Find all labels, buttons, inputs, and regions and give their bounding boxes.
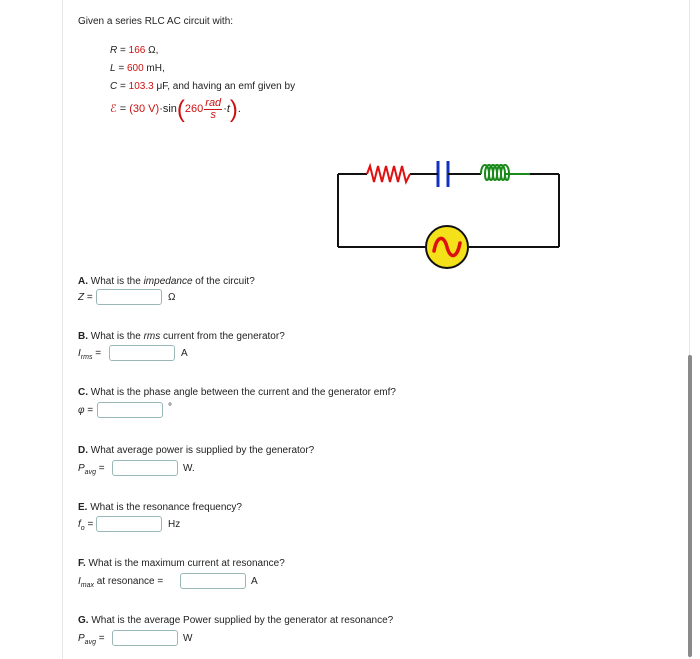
max-current-unit: A	[251, 576, 258, 587]
answer-e-label	[78, 519, 93, 532]
question-e	[78, 502, 242, 513]
emf-unit-den: s	[210, 109, 216, 121]
question-b-letter: B.	[78, 331, 88, 342]
resonance-power-input[interactable]	[112, 630, 178, 646]
inductance-value: 600	[126, 63, 144, 74]
resonance-frequency-unit: Hz	[168, 519, 181, 530]
emf-unit-fraction	[204, 98, 222, 121]
question-a	[78, 276, 255, 287]
emf-var: t	[226, 103, 230, 115]
inductance-eq: =	[115, 63, 127, 74]
question-e-text: What is the resonance frequency?	[87, 502, 242, 513]
capacitance-value: 103.3	[128, 81, 154, 92]
resonance-power-unit: W	[183, 633, 193, 644]
question-b-pre: What is the	[88, 331, 144, 342]
rlc-circuit-diagram	[330, 155, 565, 270]
rms-current-input[interactable]	[109, 345, 175, 361]
question-b	[78, 331, 285, 342]
answer-b-sub: rms	[80, 354, 93, 361]
capacitor-symbol	[438, 161, 448, 187]
answer-e-eq: =	[84, 519, 94, 530]
answer-c-eq: =	[84, 405, 94, 416]
answer-f-var: I	[78, 576, 81, 587]
impedance-input[interactable]	[96, 289, 162, 305]
phase-angle-unit: °	[168, 402, 172, 413]
question-a-pre: What is the	[88, 276, 144, 287]
max-current-input[interactable]	[180, 573, 246, 589]
resistance-unit: Ω,	[145, 45, 159, 56]
emf-dot: ·	[159, 103, 163, 115]
answer-g-label	[78, 633, 105, 646]
question-f-letter: F.	[78, 558, 86, 569]
question-b-post: current from the generator?	[160, 331, 285, 342]
question-d-letter: D.	[78, 445, 88, 456]
resistance-value: 166	[128, 45, 146, 56]
question-c-text: What is the phase angle between the current and the generator emf?	[88, 387, 396, 398]
inductance-symbol: L	[110, 63, 116, 74]
capacitance-eq: =	[117, 81, 129, 92]
answer-f-suffix: at resonance =	[94, 576, 164, 587]
emf-symbol: ℰ	[110, 103, 117, 115]
given-capacitance	[110, 81, 295, 92]
answer-d-label	[78, 463, 105, 476]
answer-f-sub: max	[80, 582, 95, 589]
emf-unit-num: rad	[205, 97, 222, 109]
emf-amplitude: (30 V)	[129, 103, 160, 115]
answer-g-eq: =	[95, 633, 105, 644]
resistance-symbol: R	[110, 45, 118, 56]
question-a-em: impedance	[143, 276, 193, 287]
emf-close-paren: )	[229, 96, 238, 123]
emf-tail: .	[237, 103, 241, 115]
answer-a-var: Z	[78, 292, 85, 303]
question-e-letter: E.	[78, 502, 88, 513]
answer-e-var: f	[78, 519, 81, 530]
answer-a-label	[78, 292, 93, 303]
answer-d-sub: avg	[84, 469, 96, 476]
answer-f-label	[78, 576, 163, 589]
scrollbar[interactable]	[688, 355, 692, 657]
problem-intro: Given a series RLC AC circuit with:	[78, 16, 234, 27]
avg-power-input[interactable]	[112, 460, 178, 476]
inductance-unit: mH,	[143, 63, 165, 74]
question-f-text: What is the maximum current at resonance?	[85, 558, 285, 569]
resistor-symbol	[367, 166, 410, 182]
question-a-post: of the circuit?	[192, 276, 255, 287]
resistance-eq: =	[117, 45, 129, 56]
emf-equation	[110, 96, 241, 124]
emf-func: sin	[162, 103, 177, 115]
question-f	[78, 558, 285, 569]
impedance-unit: Ω	[168, 292, 176, 303]
answer-a-eq: =	[84, 292, 93, 303]
question-d-text: What average power is supplied by the generator?	[88, 445, 315, 456]
resonance-frequency-input[interactable]	[96, 516, 162, 532]
given-resistance	[110, 45, 158, 56]
question-c	[78, 387, 396, 398]
question-c-letter: C.	[78, 387, 88, 398]
answer-c-var: φ	[78, 405, 85, 416]
emf-dot-2: ·	[223, 103, 227, 115]
answer-b-label	[78, 348, 101, 361]
answer-g-sub: avg	[84, 639, 96, 646]
answer-d-eq: =	[95, 463, 105, 474]
answer-c-label	[78, 405, 93, 416]
question-d	[78, 445, 314, 456]
answer-b-var: I	[78, 348, 81, 359]
answer-e-sub: o	[80, 525, 85, 532]
question-g	[78, 615, 393, 626]
rms-current-unit: A	[181, 348, 188, 359]
emf-open-paren: (	[176, 96, 185, 123]
emf-omega: 260	[184, 103, 204, 115]
avg-power-unit: W.	[183, 463, 195, 474]
given-inductance	[110, 63, 165, 74]
answer-d-var: P	[78, 463, 85, 474]
inductor-symbol	[481, 165, 530, 180]
capacitance-unit: μF, and having an emf given by	[153, 81, 296, 92]
question-b-em: rms	[143, 331, 161, 342]
question-a-letter: A.	[78, 276, 88, 287]
question-g-text: What is the average Power supplied by the generator at resonance?	[88, 615, 394, 626]
question-g-letter: G.	[78, 615, 89, 626]
answer-g-var: P	[78, 633, 85, 644]
capacitance-symbol: C	[110, 81, 118, 92]
answer-b-eq: =	[92, 348, 102, 359]
phase-angle-input[interactable]	[97, 402, 163, 418]
emf-eq: =	[116, 103, 130, 115]
